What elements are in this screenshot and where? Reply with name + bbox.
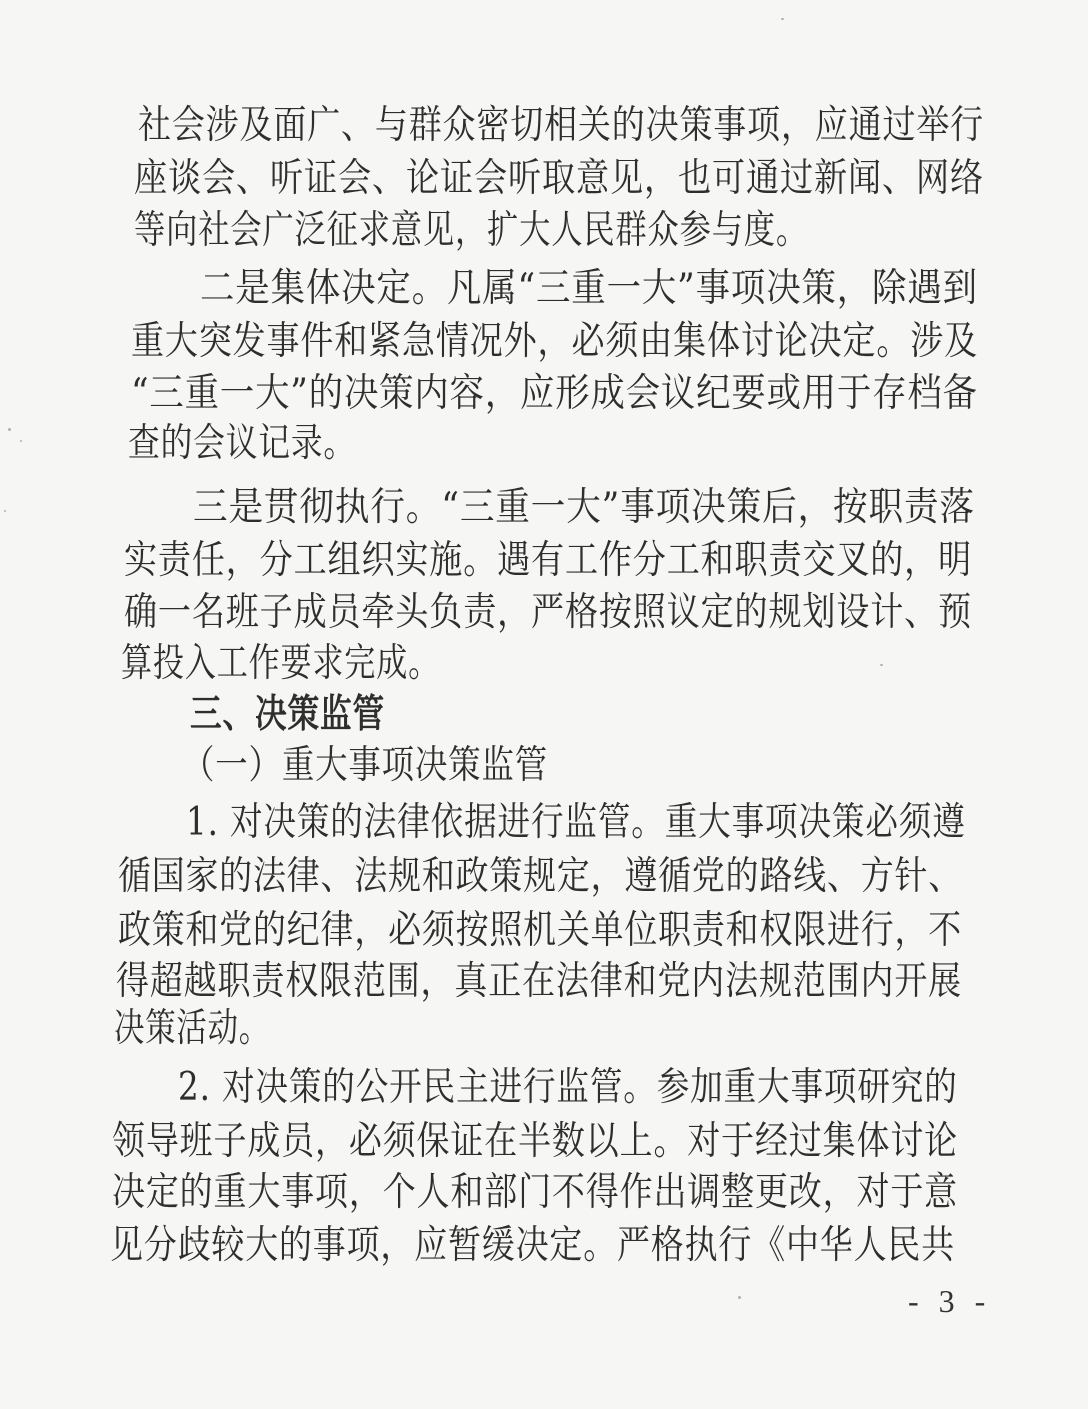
text-line: 社会涉及面广、与群众密切相关的决策事项，应通过举行 — [138, 103, 985, 148]
text-line: 三是贯彻执行。“三重一大”事项决策后，按职责落 — [193, 485, 975, 530]
text-line: 见分歧较大的事项，应暂缓决定。严格执行《中华人民共 — [110, 1223, 956, 1268]
scan-speck — [4, 510, 6, 512]
text-line: 查的会议记录。 — [128, 421, 357, 466]
text-line: 领导班子成员，必须保证在半数以上。对于经过集体讨论 — [112, 1119, 959, 1164]
text-line: 1. 对决策的法律依据进行监管。重大事项决策必须遵 — [186, 800, 966, 845]
text-line: 等向社会广泛征求意见，扩大人民群众参与度。 — [134, 208, 809, 253]
page-number: - 3 - — [908, 1283, 992, 1319]
text-line: 政策和党的纪律，必须按照机关单位职责和权限进行，不 — [118, 908, 963, 953]
text-line: 2. 对决策的公开民主进行监管。参加重大事项研究的 — [178, 1065, 958, 1110]
text-line: 循国家的法律、法规和政策规定，遵循党的路线、方针、 — [118, 854, 963, 899]
text-line: 确一名班子成员牵头负责，严格按照议定的规划设计、预 — [124, 590, 973, 635]
scan-speck — [781, 18, 784, 20]
scan-speck — [8, 428, 11, 431]
text-line: 算投入工作要求完成。 — [121, 641, 441, 686]
section-heading: 三、决策监管 — [190, 692, 386, 737]
text-line: 座谈会、听证会、论证会听取意见，也可通过新闻、网络 — [134, 156, 985, 201]
text-line: 得超越职责权限范围，真正在法律和党内法规范围内开展 — [116, 959, 963, 1004]
text-line: 二是集体决定。凡属“三重一大”事项决策，除遇到 — [200, 266, 978, 311]
text-line: 决策活动。 — [114, 1006, 271, 1051]
text-line: 决定的重大事项，个人和部门不得作出调整更改，对于意 — [112, 1170, 959, 1215]
text-line: 实责任，分工组织实施。遇有工作分工和职责交叉的，明 — [124, 538, 973, 583]
scan-speck — [738, 1296, 741, 1299]
text-line: “三重一大”的决策内容，应形成会议纪要或用于存档备 — [131, 371, 978, 416]
scan-speck — [20, 440, 22, 442]
scan-speck — [880, 664, 883, 666]
subsection-heading: （一）重大事项决策监管 — [182, 743, 549, 788]
text-line: 重大突发事件和紧急情况外，必须由集体讨论决定。涉及 — [131, 319, 979, 364]
